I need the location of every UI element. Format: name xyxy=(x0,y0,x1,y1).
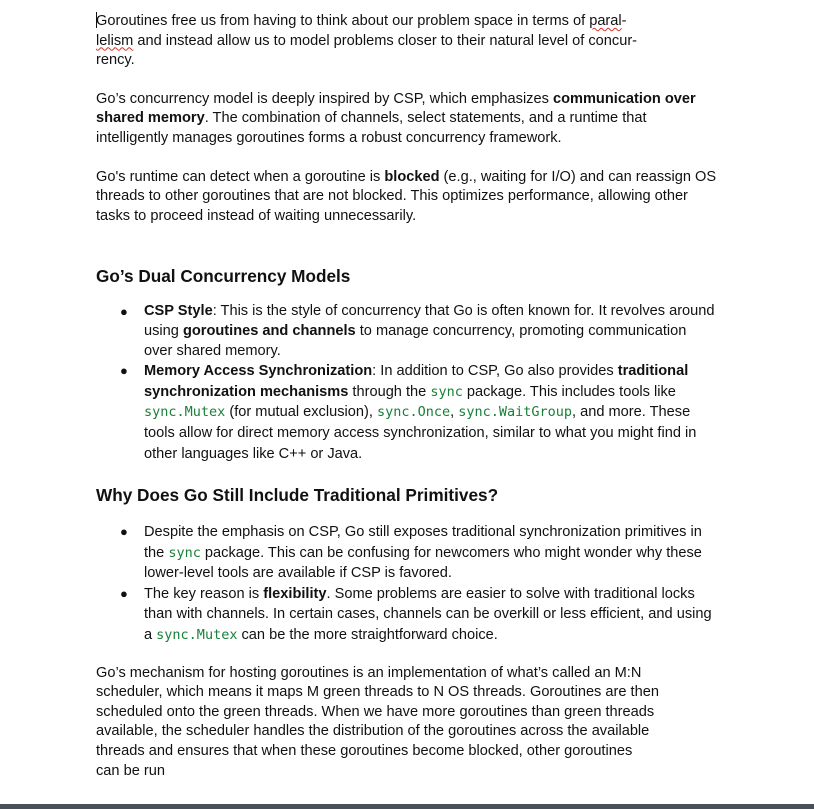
text-run: : In addition to CSP, Go also provides xyxy=(372,363,618,380)
inline-code: sync.Mutex xyxy=(156,627,238,644)
text-run: - xyxy=(621,13,627,29)
bullet-icon: ● xyxy=(120,363,128,379)
text-run: can be run xyxy=(96,762,165,779)
list-item-memory-sync xyxy=(96,361,726,464)
heading-dual-concurrency-models: Go’s Dual Concurrency Models xyxy=(96,266,351,287)
text-run: , and more. These xyxy=(572,404,691,421)
text-run: Go's runtime can detect when a goroutine is xyxy=(96,168,385,185)
text-run: . Some problems are easier to solve with traditional locks xyxy=(326,585,695,602)
text-run: intelligently manages goroutines forms a robust concurrency framework. xyxy=(96,129,562,146)
text-run: (e.g., waiting for I/O) and can reassign OS xyxy=(439,168,717,185)
bold-text: goroutines and channels xyxy=(182,322,356,339)
text-run: tools allow for direct memory access synchronization, similar to what you might find in xyxy=(144,424,697,441)
text-run: Despite the emphasis on CSP, Go still exposes traditional synchronization primitives in xyxy=(144,524,702,541)
list-dual-models xyxy=(96,302,726,464)
text-run: and instead allow us to model problems closer to their natural level of concur- xyxy=(133,32,638,49)
text-run: over shared memory. xyxy=(144,342,281,359)
paragraph-mn-scheduler xyxy=(96,664,666,782)
text-run: rency. xyxy=(96,52,135,69)
text-run: (for mutual exclusion), xyxy=(225,404,377,421)
text-run: lower-level tools are available if CSP is favored. xyxy=(144,565,452,582)
list-why-primitives xyxy=(96,522,726,646)
text-run: can be the more straightforward choice. xyxy=(237,627,498,644)
heading-why-traditional-primitives: Why Does Go Still Include Traditional Primitives? xyxy=(96,485,499,506)
inline-code: sync xyxy=(430,383,463,400)
list-item-flexibility xyxy=(96,584,726,646)
bold-text: communication over xyxy=(552,90,696,107)
misspelled-word[interactable]: lelism xyxy=(96,32,134,49)
text-run: , xyxy=(450,404,459,421)
text-run: package. This includes tools like xyxy=(462,383,676,400)
bottom-scrollbar-edge[interactable] xyxy=(0,804,814,809)
text-run: other languages like C++ or Java. xyxy=(144,445,363,462)
bullet-icon: ● xyxy=(120,585,128,601)
text-run: : This is the style of concurrency that Go is often known for. It revolves around xyxy=(212,303,715,320)
text-run: Goroutines free us from having to think about our problem space in terms of xyxy=(96,13,590,29)
text-run: the xyxy=(144,544,169,561)
text-run: available, the scheduler handles the distribution of the goroutines across the available xyxy=(96,723,650,740)
paragraph-runtime-blocking xyxy=(96,168,726,227)
text-run: a xyxy=(144,627,157,644)
bold-text: CSP Style xyxy=(144,303,213,320)
text-run: Go’s concurrency model is deeply inspired by CSP, which emphasizes xyxy=(96,90,553,107)
bullet-icon: ● xyxy=(120,304,128,320)
text-run: package. This can be confusing for newcomers who might wonder why these xyxy=(200,544,702,561)
inline-code: sync xyxy=(168,544,201,561)
text-run: than with channels. In certain cases, channels can be overkill or less efficient, and using xyxy=(144,606,712,623)
text-run: through the xyxy=(348,383,431,400)
paragraph-csp-model xyxy=(96,90,726,149)
text-run: to manage concurrency, promoting communication xyxy=(355,322,687,339)
misspelled-word[interactable]: paral xyxy=(589,13,622,29)
text-run: scheduler, which means it maps M green threads to N OS threads. Goroutines are then xyxy=(96,684,659,701)
text-run: scheduled onto the green threads. When we have more goroutines than green threads xyxy=(96,703,655,720)
text-run: using xyxy=(144,322,183,339)
inline-code: sync.WaitGroup xyxy=(458,404,573,421)
bold-text: traditional xyxy=(617,363,689,380)
list-item-csp-style xyxy=(96,302,726,361)
bold-text: Memory Access Synchronization xyxy=(144,363,373,380)
bold-text: shared memory xyxy=(96,110,205,127)
list-item-sync-package xyxy=(96,522,726,584)
inline-code: sync.Mutex xyxy=(144,404,226,421)
text-run: threads and ensures that when these goroutines become blocked, other goroutines xyxy=(96,743,633,760)
inline-code: sync.Once xyxy=(376,404,451,421)
bullet-icon: ● xyxy=(120,524,128,540)
text-run: . The combination of channels, select statements, and a runtime that xyxy=(204,110,647,127)
text-run: tasks to proceed instead of waiting unnecessarily. xyxy=(96,207,417,224)
bold-text: flexibility xyxy=(263,585,327,602)
document-body[interactable] xyxy=(96,12,726,781)
paragraph-goroutines-intro xyxy=(96,12,726,71)
bold-text: blocked xyxy=(384,168,440,185)
text-run: threads to other goroutines that are not blocked. This optimizes performance, allowing other xyxy=(96,188,688,205)
bold-text: synchronization mechanisms xyxy=(144,383,349,400)
text-run: The key reason is xyxy=(144,585,264,602)
text-run: Go’s mechanism for hosting goroutines is an implementation of what’s called an M:N xyxy=(96,664,642,681)
